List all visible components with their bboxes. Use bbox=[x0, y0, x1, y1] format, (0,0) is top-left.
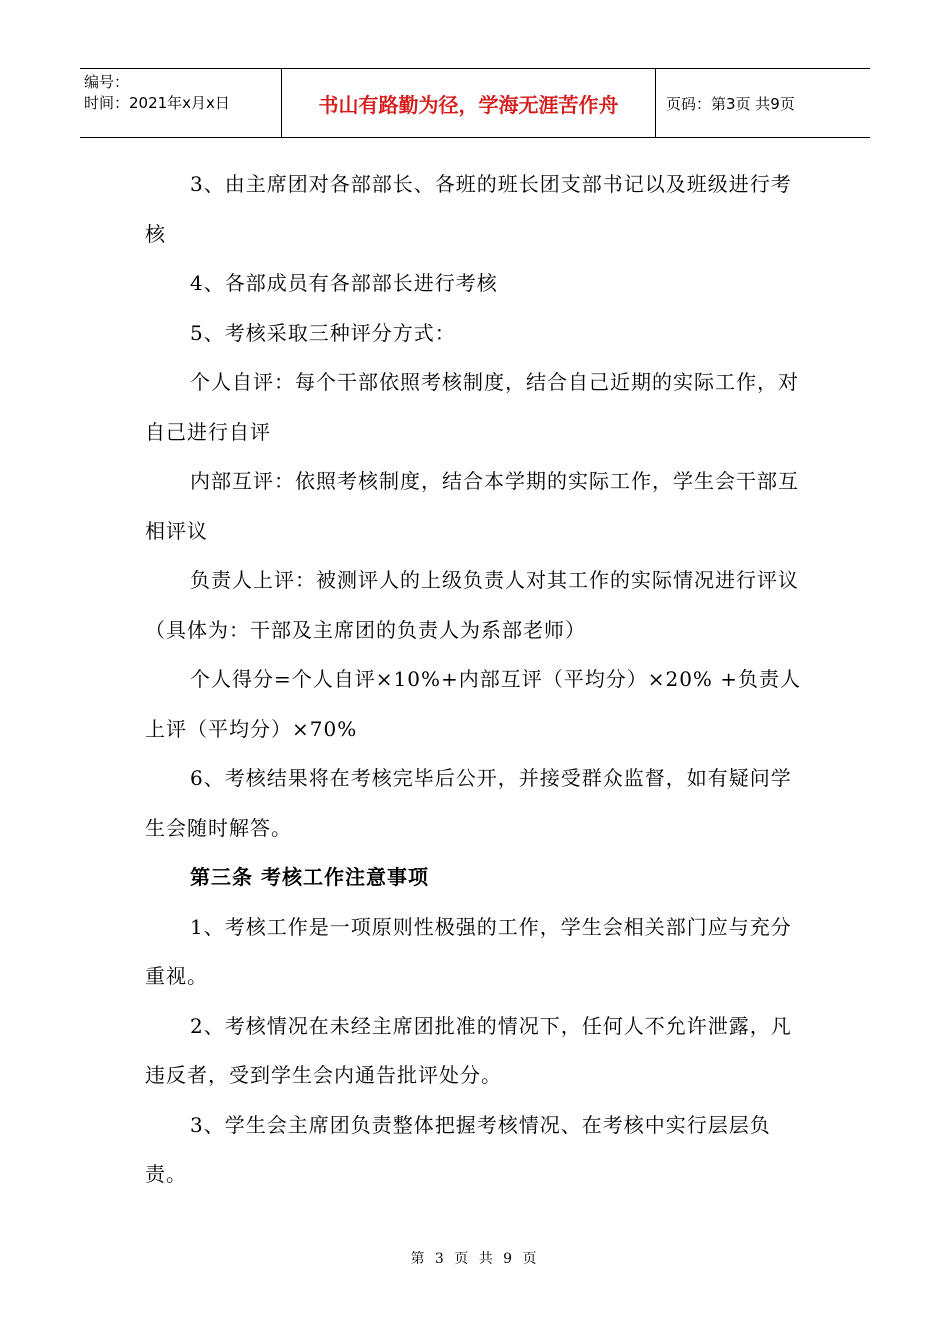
paragraph-note-3: 3、学生会主席团负责整体把握考核情况、在考核中实行层层负责。 bbox=[145, 1112, 771, 1186]
paragraph-item-4: 4、各部成员有各部部长进行考核 bbox=[190, 271, 498, 295]
page-footer: 第 3 页 共 9 页 bbox=[410, 1251, 540, 1267]
header-meta-cell bbox=[80, 69, 282, 137]
paragraph-supervisor-eval: 负责人上评：被测评人的上级负责人对其工作的实际情况进行评议（具体为：干部及主席团的负责人为系部老师） bbox=[145, 568, 799, 642]
document-header bbox=[80, 68, 870, 138]
paragraph-note-1: 1、考核工作是一项原则性极强的工作，学生会相关部门应与充分重视。 bbox=[145, 914, 792, 988]
document-body bbox=[145, 160, 810, 1200]
number-label: 编号： bbox=[84, 73, 130, 91]
paragraph-peer-eval: 内部互评：依照考核制度，结合本学期的实际工作，学生会干部互相评议 bbox=[145, 469, 799, 543]
paragraph-item-5: 5、考核采取三种评分方式： bbox=[190, 320, 456, 345]
page-code: 页码：第3页 共9页 bbox=[666, 94, 795, 113]
paragraph-score-formula: 个人得分=个人自评×10%+内部互评（平均分）×20% +负责人上评（平均分）×70% bbox=[145, 667, 802, 741]
header-page-cell bbox=[656, 69, 870, 137]
motto-text: 书山有路勤为径，学海无涯苦作舟 bbox=[318, 92, 619, 117]
paragraph-item-6: 6、考核结果将在考核完毕后公开，并接受群众监督，如有疑问学生会随时解答。 bbox=[145, 766, 792, 840]
paragraph-self-eval: 个人自评：每个干部依照考核制度，结合自己近期的实际工作，对自己进行自评 bbox=[145, 370, 799, 444]
paragraph-note-2: 2、考核情况在未经主席团批准的情况下，任何人不允许泄露，凡违反者，受到学生会内通告批评处分。 bbox=[145, 1013, 792, 1087]
date-label: 时间：2021年x月x日 bbox=[84, 94, 230, 112]
header-motto-cell bbox=[282, 69, 656, 137]
section-heading: 第三条 考核工作注意事项 bbox=[190, 865, 429, 889]
paragraph-item-3: 3、由主席团对各部部长、各班的班长团支部书记以及班级进行考核 bbox=[145, 172, 792, 246]
